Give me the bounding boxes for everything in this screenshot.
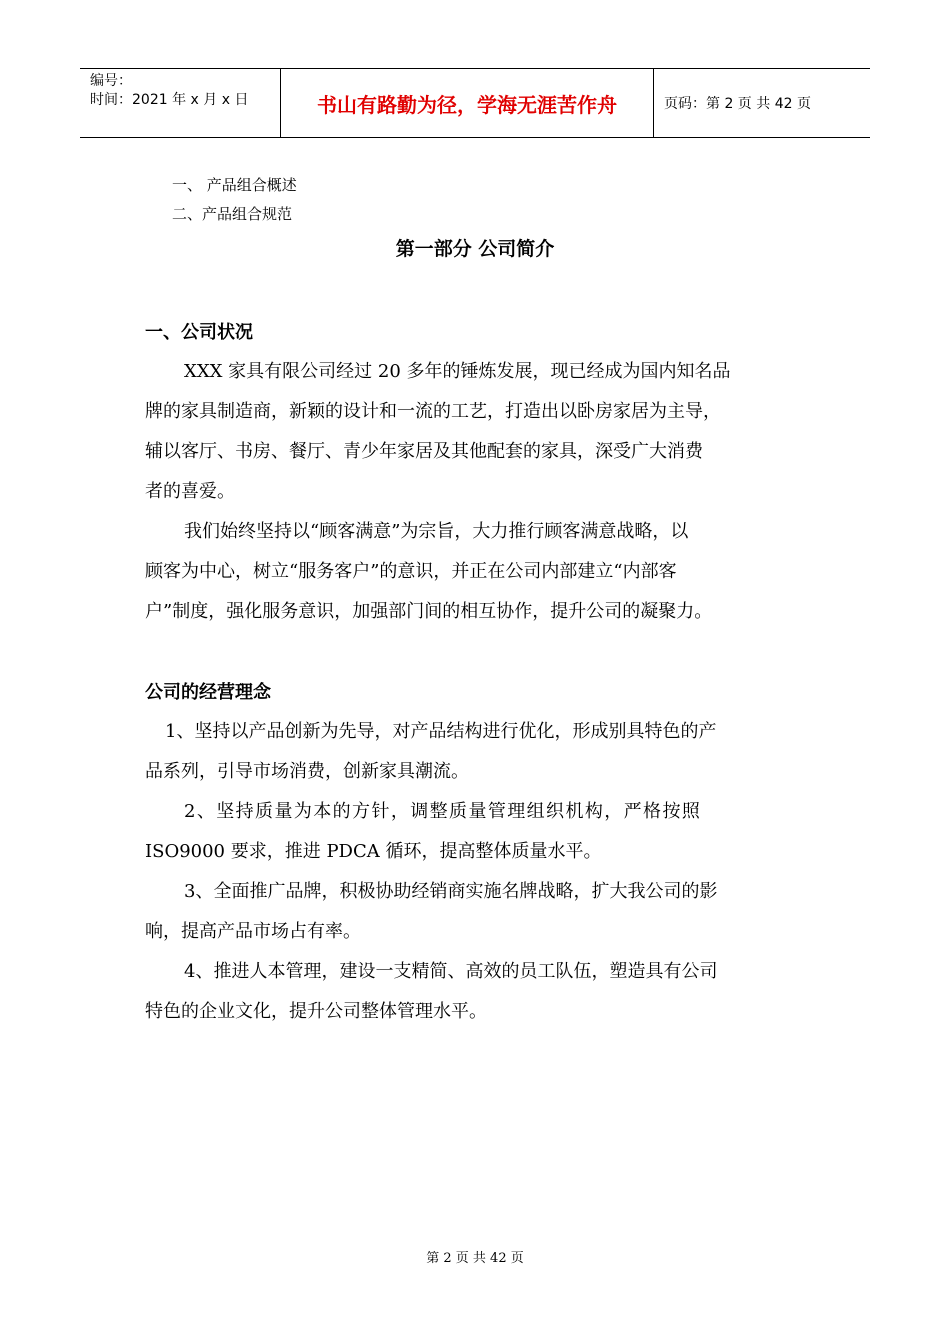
philosophy-item-line: 2、坚持质量为本的方针，调整质量管理组织机构，严格按照 [184,801,702,822]
document-time: 时间：2021 年 x 月 x 日 [90,92,249,108]
philosophy-item-line: 品系列，引导市场消费，创新家具潮流。 [145,761,469,782]
part-title: 第一部分 公司简介 [395,238,555,260]
paragraph-line: 牌的家具制造商，新颖的设计和一流的工艺，打造出以卧房家居为主导， [145,401,721,422]
toc-item: 二、产品组合规范 [172,205,293,223]
header-page-info: 页码：第 2 页 共 42 页 [664,96,811,112]
header-motto: 书山有路勤为径，学海无涯苦作舟 [281,69,654,137]
philosophy-item-line: 3、全面推广品牌，积极协助经销商实施名牌战略，扩大我公司的影 [184,881,718,902]
paragraph-line: 者的喜爱。 [145,481,235,502]
philosophy-item-line: 1、坚持以产品创新为先导，对产品结构进行优化，形成别具特色的产 [165,721,717,742]
philosophy-item-line: 4、推进人本管理，建设一支精简、高效的员工队伍，塑造具有公司 [184,961,718,982]
philosophy-item-line: 特色的企业文化，提升公司整体管理水平。 [145,1001,487,1022]
page-footer: 第 2 页 共 42 页 [426,1251,524,1266]
toc-item: 一、 产品组合概述 [172,176,297,194]
philosophy-item-line: 响，提高产品市场占有率。 [145,921,361,942]
document-number-label: 编号： [90,73,132,89]
philosophy-item-line: ISO9000 要求，推进 PDCA 循环，提高整体质量水平。 [145,841,602,862]
paragraph-line: XXX 家具有限公司经过 20 多年的锤炼发展，现已经成为国内知名品 [184,361,731,382]
paragraph-line: 顾客为中心，树立“服务客户”的意识，并正在公司内部建立“内部客 [145,561,677,582]
document-header [80,68,870,138]
paragraph-line: 户”制度，强化服务意识，加强部门间的相互协作，提升公司的凝聚力。 [145,601,713,622]
paragraph-line: 辅以客厅、书房、餐厅、青少年家居及其他配套的家具，深受广大消费 [145,441,703,462]
section-heading-business-philosophy: 公司的经营理念 [145,682,271,703]
header-left-cell [80,69,281,137]
paragraph-line: 我们始终坚持以“顾客满意”为宗旨，大力推行顾客满意战略，以 [184,521,689,542]
section-heading-company-status: 一、公司状况 [145,322,253,343]
